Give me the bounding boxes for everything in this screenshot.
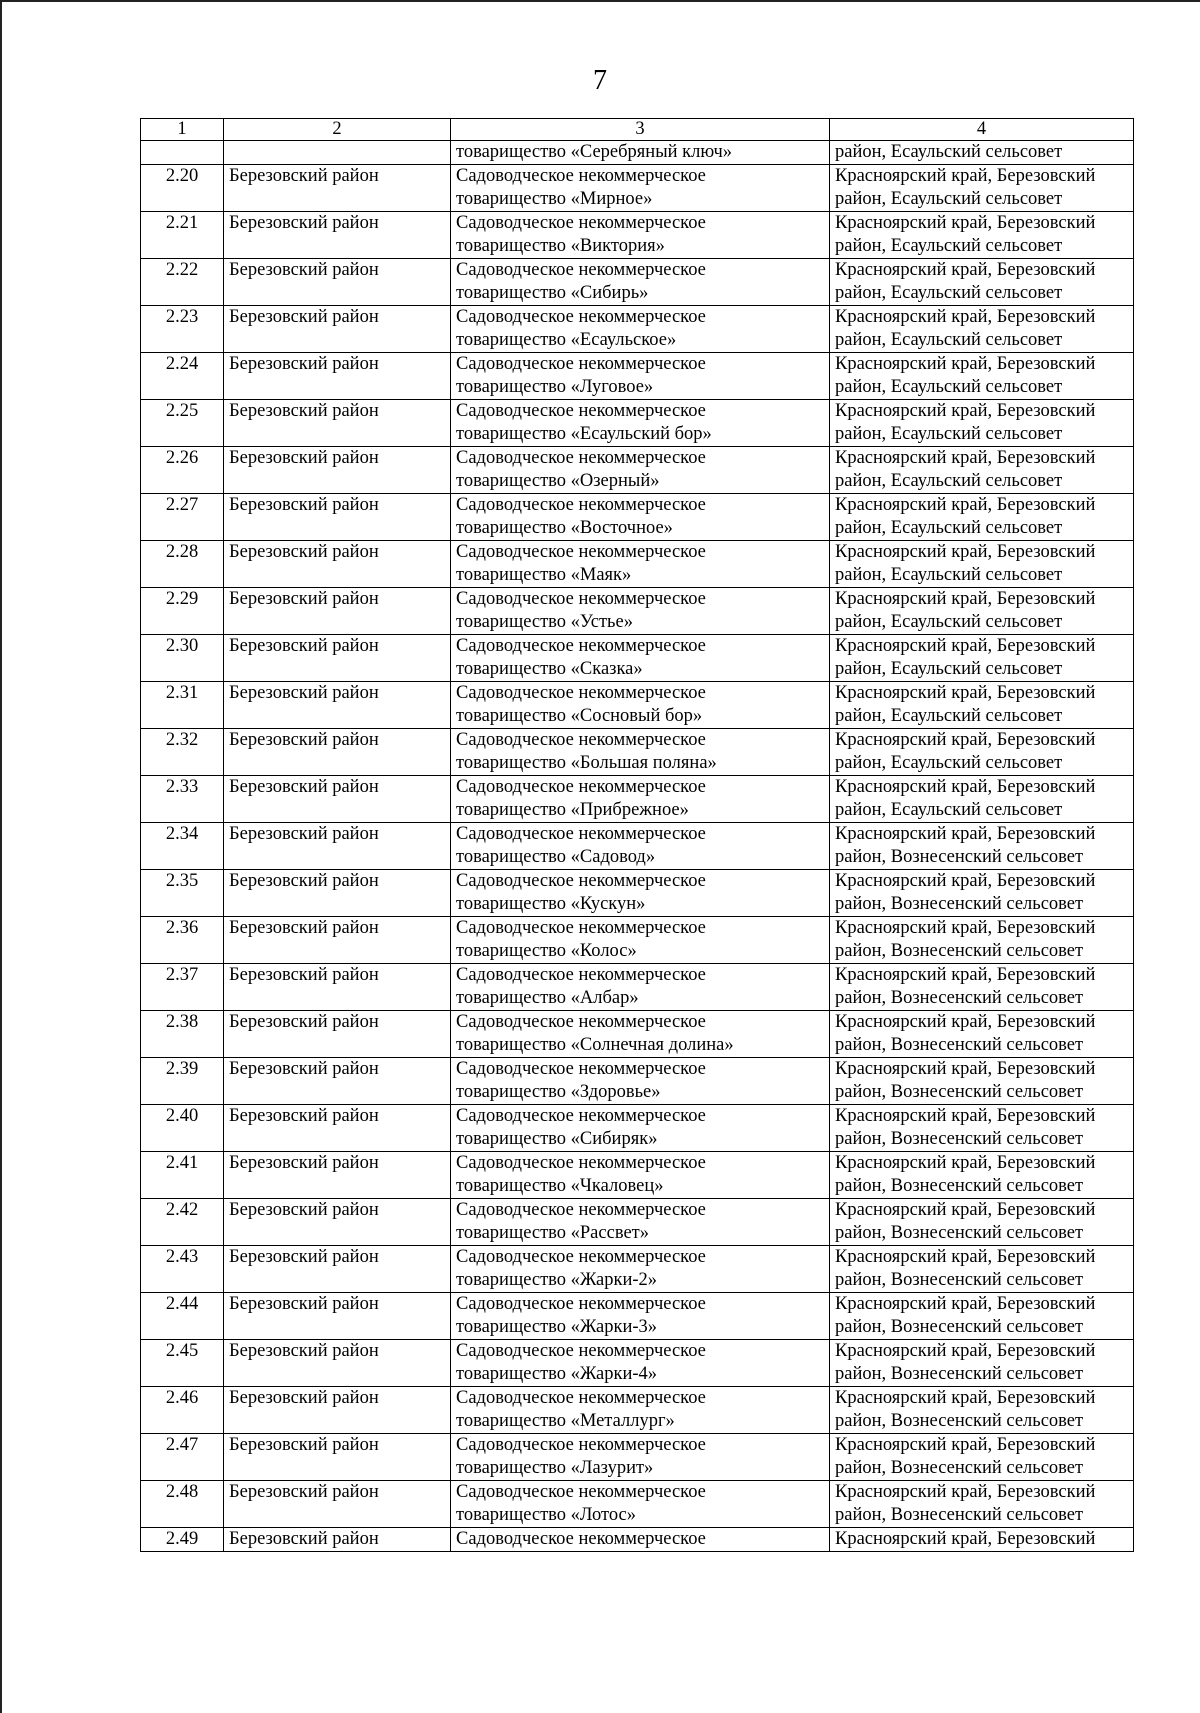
row-number: 2.25 <box>141 400 224 447</box>
settlements-table <box>140 118 1134 1552</box>
row-number: 2.29 <box>141 588 224 635</box>
organization-line-2: товарищество «Маяк» <box>456 565 632 585</box>
organization-line-1: Садоводческое некоммерческое <box>456 1247 706 1267</box>
location-line-2: район, Есаульский сельсовет <box>835 800 1063 820</box>
row-location <box>830 1340 1134 1387</box>
row-district: Березовский район <box>224 1246 451 1293</box>
row-number: 2.34 <box>141 823 224 870</box>
row-location <box>830 1105 1134 1152</box>
row-location <box>830 870 1134 917</box>
header-col-1: 1 <box>141 119 224 141</box>
table-row <box>141 1011 1134 1058</box>
row-organization: Садоводческое некоммерческое <box>451 1528 830 1552</box>
row-number: 2.35 <box>141 870 224 917</box>
organization-line-1: Садоводческое некоммерческое <box>456 824 706 844</box>
location-line-2: район, Есаульский сельсовет <box>835 471 1063 491</box>
row-number: 2.37 <box>141 964 224 1011</box>
scan-edge-left <box>0 0 2 1713</box>
row-district: Березовский район <box>224 306 451 353</box>
organization-line-2: товарищество «Прибрежное» <box>456 800 689 820</box>
organization-line-2: товарищество «Мирное» <box>456 189 653 209</box>
row-location <box>830 588 1134 635</box>
row-number: 2.39 <box>141 1058 224 1105</box>
row-number: 2.24 <box>141 353 224 400</box>
row-location <box>830 964 1134 1011</box>
location-line-1: Красноярский край, Березовский <box>835 1059 1096 1079</box>
row-location <box>830 1199 1134 1246</box>
organization-line-2: товарищество «Сосновый бор» <box>456 706 703 726</box>
organization-line-2: товарищество «Жарки-4» <box>456 1364 658 1384</box>
row-number: 2.30 <box>141 635 224 682</box>
location-line-1: Красноярский край, Березовский <box>835 213 1096 233</box>
row-organization <box>451 259 830 306</box>
table-row <box>141 1058 1134 1105</box>
table-row <box>141 400 1134 447</box>
organization-line-1: Садоводческое некоммерческое <box>456 1059 706 1079</box>
organization-line-1: Садоводческое некоммерческое <box>456 1012 706 1032</box>
table-row <box>141 964 1134 1011</box>
row-district: Березовский район <box>224 1105 451 1152</box>
organization-line-2: товарищество «Есаульский бор» <box>456 424 712 444</box>
location-line-2: район, Вознесенский сельсовет <box>835 894 1084 914</box>
table-row <box>141 353 1134 400</box>
organization-line-2: товарищество «Лазурит» <box>456 1458 654 1478</box>
row-district: Березовский район <box>224 353 451 400</box>
table-row <box>141 306 1134 353</box>
table-row <box>141 1293 1134 1340</box>
organization-line-1: Садоводческое некоммерческое <box>456 636 706 656</box>
row-district: Березовский район <box>224 635 451 682</box>
row-location <box>830 541 1134 588</box>
organization-line-2: товарищество «Восточное» <box>456 518 673 538</box>
row-organization <box>451 682 830 729</box>
organization-line-2: товарищество «Колос» <box>456 941 637 961</box>
location-line-1: Красноярский край, Березовский <box>835 1153 1096 1173</box>
row-organization <box>451 964 830 1011</box>
row-organization <box>451 1481 830 1528</box>
row-district: Березовский район <box>224 588 451 635</box>
location-line-1: Красноярский край, Березовский <box>835 1106 1096 1126</box>
page-number: 7 <box>593 65 607 96</box>
row-number: 2.38 <box>141 1011 224 1058</box>
row-number: 2.21 <box>141 212 224 259</box>
row-location <box>830 1058 1134 1105</box>
location-line-2: район, Вознесенский сельсовет <box>835 1364 1084 1384</box>
location-line-2: район, Вознесенский сельсовет <box>835 1035 1084 1055</box>
location-line-2: район, Вознесенский сельсовет <box>835 988 1084 1008</box>
row-location <box>830 1481 1134 1528</box>
table-row <box>141 1152 1134 1199</box>
row-number: 2.43 <box>141 1246 224 1293</box>
table-row <box>141 635 1134 682</box>
organization-line-2: товарищество «Здоровье» <box>456 1082 661 1102</box>
row-organization <box>451 776 830 823</box>
location-line-2: район, Есаульский сельсовет <box>835 189 1063 209</box>
organization-line-1: Садоводческое некоммерческое <box>456 1106 706 1126</box>
row-district: Березовский район <box>224 541 451 588</box>
location-line-1: Красноярский край, Березовский <box>835 965 1096 985</box>
location-line-2: район, Вознесенский сельсовет <box>835 1082 1084 1102</box>
location-line-1: Красноярский край, Березовский <box>835 683 1096 703</box>
table-row <box>141 682 1134 729</box>
row-organization <box>451 1105 830 1152</box>
organization-line-1: Садоводческое некоммерческое <box>456 354 706 374</box>
location-line-2: район, Вознесенский сельсовет <box>835 1458 1084 1478</box>
row-organization <box>451 165 830 212</box>
row-number: 2.36 <box>141 917 224 964</box>
table-row <box>141 1481 1134 1528</box>
organization-line-2: товарищество «Албар» <box>456 988 639 1008</box>
row-district: Березовский район <box>224 682 451 729</box>
organization-line-2: товарищество «Жарки-3» <box>456 1317 658 1337</box>
location-line-1: Красноярский край, Березовский <box>835 401 1096 421</box>
row-location <box>830 1387 1134 1434</box>
location-line-2: район, Есаульский сельсовет <box>835 330 1063 350</box>
row-district: Березовский район <box>224 1340 451 1387</box>
organization-line-1: Садоводческое некоммерческое <box>456 589 706 609</box>
location-line-1: Красноярский край, Березовский <box>835 1294 1096 1314</box>
table-row <box>141 541 1134 588</box>
location-line-2: район, Вознесенский сельсовет <box>835 1505 1084 1525</box>
organization-line-2: товарищество «Садовод» <box>456 847 656 867</box>
row-organization <box>451 1058 830 1105</box>
table-row <box>141 165 1134 212</box>
location-line-2: район, Есаульский сельсовет <box>835 283 1063 303</box>
row-number: 2.23 <box>141 306 224 353</box>
row-organization <box>451 447 830 494</box>
organization-line-1: Садоводческое некоммерческое <box>456 777 706 797</box>
table-row <box>141 259 1134 306</box>
organization-line-1: Садоводческое некоммерческое <box>456 1482 706 1502</box>
organization-line-1: Садоводческое некоммерческое <box>456 401 706 421</box>
organization-line-2: товарищество «Виктория» <box>456 236 665 256</box>
row-organization <box>451 353 830 400</box>
row-district: Березовский район <box>224 729 451 776</box>
location-line-2: район, Есаульский сельсовет <box>835 565 1063 585</box>
location-line-2: район, Вознесенский сельсовет <box>835 1317 1084 1337</box>
row-number: 2.41 <box>141 1152 224 1199</box>
location-line-1: Красноярский край, Березовский <box>835 871 1096 891</box>
row-organization <box>451 729 830 776</box>
row-location <box>830 635 1134 682</box>
location-line-1: Красноярский край, Березовский <box>835 730 1096 750</box>
table-row <box>141 823 1134 870</box>
location-line-2: район, Вознесенский сельсовет <box>835 1223 1084 1243</box>
row-organization <box>451 823 830 870</box>
table-header <box>141 119 1134 141</box>
location-line-1: Красноярский край, Березовский <box>835 589 1096 609</box>
organization-line-2: товарищество «Озерный» <box>456 471 660 491</box>
location-line-1: Красноярский край, Березовский <box>835 495 1096 515</box>
organization-line-2: товарищество «Кускун» <box>456 894 646 914</box>
location-line-1: Красноярский край, Березовский <box>835 166 1096 186</box>
row-district: Березовский район <box>224 447 451 494</box>
organization-line-2: товарищество «Чкаловец» <box>456 1176 664 1196</box>
row-location: Красноярский край, Березовский <box>830 1528 1134 1552</box>
row-location <box>830 682 1134 729</box>
location-line-2: район, Есаульский сельсовет <box>835 424 1063 444</box>
organization-line-1: Садоводческое некоммерческое <box>456 1388 706 1408</box>
organization-line-2: товарищество «Сибиряк» <box>456 1129 658 1149</box>
organization-line-1: Садоводческое некоммерческое <box>456 1200 706 1220</box>
row-district: Березовский район <box>224 776 451 823</box>
row-number: 2.40 <box>141 1105 224 1152</box>
row-location <box>830 917 1134 964</box>
location-line-2: район, Есаульский сельсовет <box>835 753 1063 773</box>
row-organization <box>451 400 830 447</box>
location-line-1: Красноярский край, Березовский <box>835 307 1096 327</box>
row-organization <box>451 917 830 964</box>
table-row <box>141 494 1134 541</box>
row-number: 2.48 <box>141 1481 224 1528</box>
table-row <box>141 729 1134 776</box>
table-row <box>141 212 1134 259</box>
row-district: Березовский район <box>224 1058 451 1105</box>
row-district: Березовский район <box>224 870 451 917</box>
organization-line-2: товарищество «Металлург» <box>456 1411 675 1431</box>
row-location <box>830 447 1134 494</box>
organization-line-1: Садоводческое некоммерческое <box>456 730 706 750</box>
location-line-1: Красноярский край, Березовский <box>835 1482 1096 1502</box>
row-location <box>830 494 1134 541</box>
row-number: 2.33 <box>141 776 224 823</box>
organization-line-1: Садоводческое некоммерческое <box>456 918 706 938</box>
location-line-2: район, Вознесенский сельсовет <box>835 1411 1084 1431</box>
location-line-1: Красноярский край, Березовский <box>835 918 1096 938</box>
location-line-1: Красноярский край, Березовский <box>835 1388 1096 1408</box>
row-district: Березовский район <box>224 1152 451 1199</box>
table-row <box>141 1199 1134 1246</box>
organization-line-1: Садоводческое некоммерческое <box>456 683 706 703</box>
row-organization <box>451 588 830 635</box>
organization-line-1: Садоводческое некоммерческое <box>456 1153 706 1173</box>
row-location <box>830 729 1134 776</box>
row-organization <box>451 1246 830 1293</box>
row-district: Березовский район <box>224 1293 451 1340</box>
row-number: 2.44 <box>141 1293 224 1340</box>
row-location <box>830 306 1134 353</box>
row-number: 2.27 <box>141 494 224 541</box>
row-location <box>830 1246 1134 1293</box>
organization-line-1: Садоводческое некоммерческое <box>456 542 706 562</box>
location-line-2: район, Вознесенский сельсовет <box>835 1270 1084 1290</box>
location-line-1: Красноярский край, Березовский <box>835 260 1096 280</box>
location-line-2: район, Есаульский сельсовет <box>835 518 1063 538</box>
row-organization <box>451 1199 830 1246</box>
organization-line-1: Садоводческое некоммерческое <box>456 260 706 280</box>
row-organization <box>451 306 830 353</box>
scan-edge-top <box>0 0 1200 2</box>
table-row <box>141 1387 1134 1434</box>
organization-line-2: товарищество «Жарки-2» <box>456 1270 658 1290</box>
row-number: 2.26 <box>141 447 224 494</box>
table-row-last <box>141 1528 1134 1552</box>
header-col-2: 2 <box>224 119 451 141</box>
row-district: Березовский район <box>224 917 451 964</box>
location-line-1: Красноярский край, Березовский <box>835 636 1096 656</box>
row-district: Березовский район <box>224 1481 451 1528</box>
table-row <box>141 1434 1134 1481</box>
row-organization <box>451 635 830 682</box>
location-line-2: район, Вознесенский сельсовет <box>835 847 1084 867</box>
organization-line-2: товарищество «Есаульское» <box>456 330 677 350</box>
location-line-1: Красноярский край, Березовский <box>835 448 1096 468</box>
row-organization <box>451 1340 830 1387</box>
continued-district-cell <box>224 141 451 165</box>
location-line-2: район, Вознесенский сельсовет <box>835 1176 1084 1196</box>
row-number: 2.20 <box>141 165 224 212</box>
row-district: Березовский район <box>224 165 451 212</box>
organization-line-1: Садоводческое некоммерческое <box>456 166 706 186</box>
row-district: Березовский район <box>224 1387 451 1434</box>
location-line-1: Красноярский край, Березовский <box>835 542 1096 562</box>
organization-line-1: Садоводческое некоммерческое <box>456 965 706 985</box>
organization-line-1: Садоводческое некоммерческое <box>456 1341 706 1361</box>
organization-line-1: Садоводческое некоммерческое <box>456 307 706 327</box>
row-location <box>830 1293 1134 1340</box>
location-line-1: Красноярский край, Березовский <box>835 354 1096 374</box>
row-district: Березовский район <box>224 964 451 1011</box>
row-number: 2.46 <box>141 1387 224 1434</box>
header-col-4: 4 <box>830 119 1134 141</box>
location-line-2: район, Есаульский сельсовет <box>835 706 1063 726</box>
location-line-1: Красноярский край, Березовский <box>835 824 1096 844</box>
row-organization <box>451 212 830 259</box>
continued-location-cell: район, Есаульский сельсовет <box>830 141 1134 165</box>
organization-line-2: товарищество «Устье» <box>456 612 633 632</box>
organization-line-1: Садоводческое некоммерческое <box>456 213 706 233</box>
row-organization <box>451 870 830 917</box>
row-location <box>830 1011 1134 1058</box>
row-organization <box>451 494 830 541</box>
continued-row <box>141 141 1134 165</box>
row-location <box>830 353 1134 400</box>
row-organization <box>451 541 830 588</box>
table-row <box>141 588 1134 635</box>
location-line-2: район, Есаульский сельсовет <box>835 659 1063 679</box>
location-line-2: район, Вознесенский сельсовет <box>835 941 1084 961</box>
row-number: 2.47 <box>141 1434 224 1481</box>
location-line-1: Красноярский край, Березовский <box>835 1435 1096 1455</box>
row-location <box>830 212 1134 259</box>
table-body <box>141 141 1134 1552</box>
row-location <box>830 776 1134 823</box>
location-line-1: Красноярский край, Березовский <box>835 777 1096 797</box>
row-district: Березовский район <box>224 494 451 541</box>
location-line-2: район, Есаульский сельсовет <box>835 377 1063 397</box>
row-district: Березовский район <box>224 1199 451 1246</box>
row-number: 2.31 <box>141 682 224 729</box>
location-line-1: Красноярский край, Березовский <box>835 1012 1096 1032</box>
table-row <box>141 1105 1134 1152</box>
table-row <box>141 917 1134 964</box>
table-row <box>141 776 1134 823</box>
row-location <box>830 823 1134 870</box>
row-organization <box>451 1152 830 1199</box>
row-organization <box>451 1293 830 1340</box>
row-number: 2.22 <box>141 259 224 306</box>
organization-line-2: товарищество «Большая поляна» <box>456 753 717 773</box>
row-district: Березовский район <box>224 212 451 259</box>
organization-line-1: Садоводческое некоммерческое <box>456 495 706 515</box>
continued-org-cell: товарищество «Серебряный ключ» <box>451 141 830 165</box>
row-district: Березовский район <box>224 400 451 447</box>
row-district: Березовский район <box>224 823 451 870</box>
continued-num-cell <box>141 141 224 165</box>
header-row <box>141 119 1134 141</box>
row-district: Березовский район <box>224 1011 451 1058</box>
organization-line-2: товарищество «Солнечная долина» <box>456 1035 734 1055</box>
table-row <box>141 1246 1134 1293</box>
row-organization <box>451 1434 830 1481</box>
row-location <box>830 165 1134 212</box>
table-row <box>141 870 1134 917</box>
header-col-3: 3 <box>451 119 830 141</box>
table-row <box>141 447 1134 494</box>
organization-line-1: Садоводческое некоммерческое <box>456 1294 706 1314</box>
table-row <box>141 1340 1134 1387</box>
organization-line-1: Садоводческое некоммерческое <box>456 1435 706 1455</box>
row-number: 2.45 <box>141 1340 224 1387</box>
row-location <box>830 1434 1134 1481</box>
organization-line-2: товарищество «Луговое» <box>456 377 654 397</box>
location-line-1: Красноярский край, Березовский <box>835 1200 1096 1220</box>
row-district: Березовский район <box>224 1434 451 1481</box>
row-district: Березовский район <box>224 259 451 306</box>
organization-line-2: товарищество «Сибирь» <box>456 283 649 303</box>
row-number: 2.42 <box>141 1199 224 1246</box>
row-district: Березовский район <box>224 1528 451 1552</box>
location-line-2: район, Есаульский сельсовет <box>835 236 1063 256</box>
row-location <box>830 259 1134 306</box>
location-line-1: Красноярский край, Березовский <box>835 1247 1096 1267</box>
organization-line-1: Садоводческое некоммерческое <box>456 871 706 891</box>
row-location <box>830 400 1134 447</box>
organization-line-1: Садоводческое некоммерческое <box>456 448 706 468</box>
row-location <box>830 1152 1134 1199</box>
location-line-1: Красноярский край, Березовский <box>835 1341 1096 1361</box>
row-number: 2.28 <box>141 541 224 588</box>
organization-line-2: товарищество «Рассвет» <box>456 1223 649 1243</box>
organization-line-2: товарищество «Лотос» <box>456 1505 636 1525</box>
organization-line-2: товарищество «Сказка» <box>456 659 643 679</box>
row-number: 2.49 <box>141 1528 224 1552</box>
row-organization <box>451 1011 830 1058</box>
location-line-2: район, Есаульский сельсовет <box>835 612 1063 632</box>
row-organization <box>451 1387 830 1434</box>
location-line-2: район, Вознесенский сельсовет <box>835 1129 1084 1149</box>
row-number: 2.32 <box>141 729 224 776</box>
